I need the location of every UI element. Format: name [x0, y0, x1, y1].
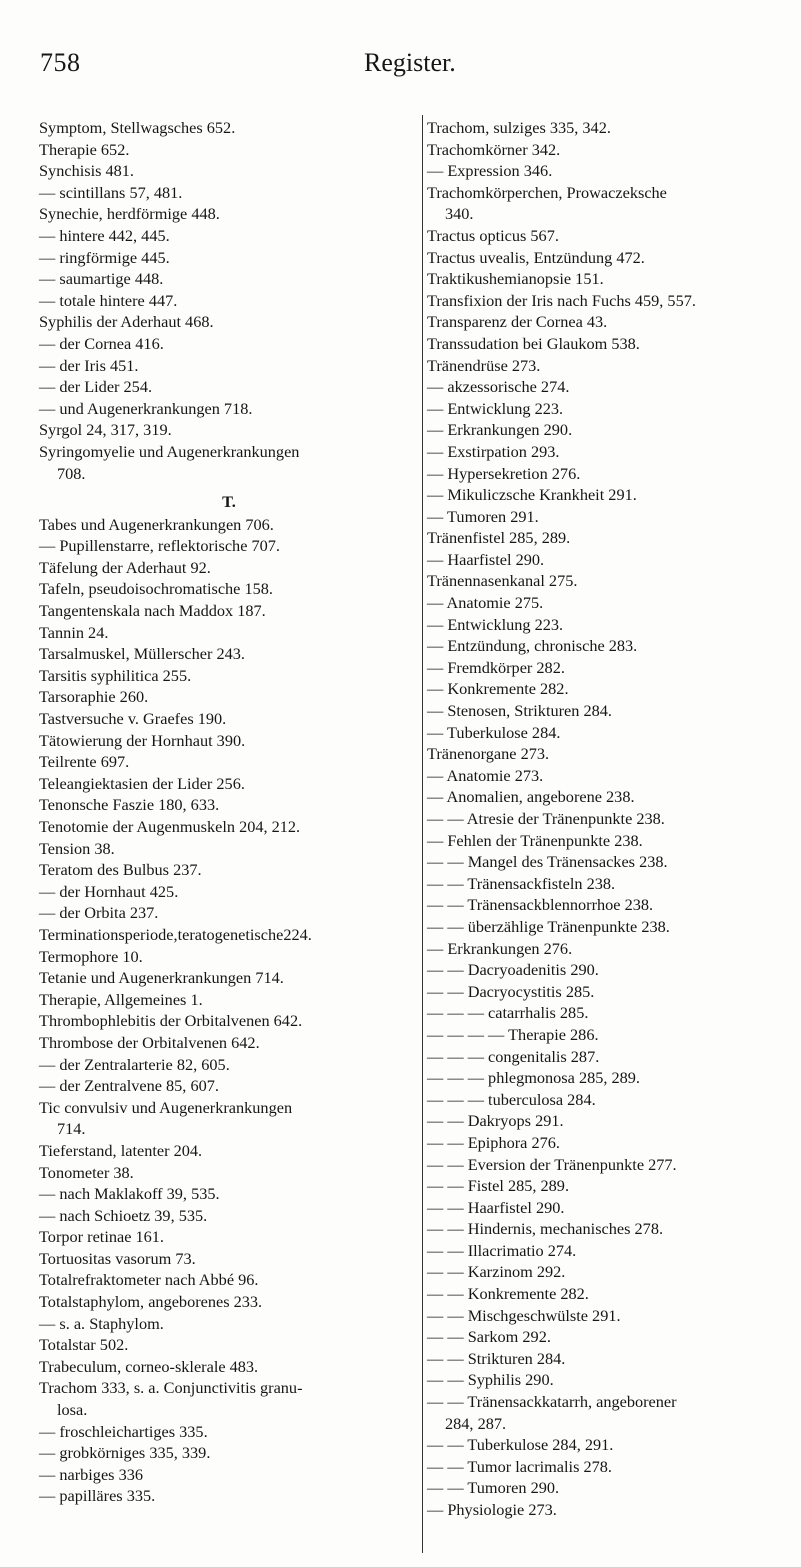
index-entry: Tortuositas vasorum 73. [39, 1248, 196, 1268]
page-number: 758 [40, 48, 81, 77]
index-entry: Torpor retinae 161. [39, 1227, 164, 1247]
index-entry: — Haarfistel 290. [427, 549, 545, 569]
index-entry: Tränendrüse 273. [427, 355, 541, 375]
index-entry: Tonometer 38. [39, 1162, 134, 1182]
index-entry: Syringomyelie und Augenerkrankungen [39, 441, 300, 461]
index-entry: Tränenfistel 285, 289. [427, 528, 571, 548]
index-entry: — Stenosen, Strikturen 284. [427, 701, 612, 721]
index-entry: — und Augenerkrankungen 718. [39, 398, 253, 418]
index-entry: Tetanie und Augenerkrankungen 714. [39, 968, 284, 988]
index-entry: — totale hintere 447. [39, 290, 178, 310]
index-entry: Therapie, Allgemeines 1. [39, 989, 203, 1009]
index-entry: — s. a. Staphylom. [39, 1313, 164, 1333]
index-entry: — Fremdkörper 282. [427, 657, 565, 677]
index-entry: — — Sarkom 292. [427, 1327, 551, 1347]
index-entry: Thrombose der Orbitalvenen 642. [39, 1032, 260, 1052]
index-entry: — — Tumor lacrimalis 278. [427, 1456, 612, 1476]
index-entry: — — Dacryocystitis 285. [427, 981, 595, 1001]
index-column-right [427, 117, 797, 1521]
index-entry: — — Konkremente 282. [427, 1284, 589, 1304]
index-entry: — — Mangel des Tränensackes 238. [427, 852, 668, 872]
index-entry: — Anomalien, angeborene 238. [427, 787, 635, 807]
index-entry: Teleangiektasien der Lider 256. [39, 773, 245, 793]
index-entry: — Erkrankungen 290. [427, 420, 573, 440]
index-entry: — — Eversion der Tränenpunkte 277. [427, 1154, 677, 1174]
index-entry: — Fehlen der Tränenpunkte 238. [427, 830, 643, 850]
index-entry: — narbiges 336 [39, 1464, 143, 1484]
page-header [0, 48, 801, 88]
index-entry: — — Atresie der Tränenpunkte 238. [427, 809, 665, 828]
index-entry: — nach Maklakoff 39, 535. [39, 1184, 220, 1204]
index-entry: Tenotomie der Augenmuskeln 204, 212. [39, 817, 301, 836]
index-entry: — — — — Therapie 286. [427, 1024, 599, 1044]
index-entry: Tränennasenkanal 275. [427, 571, 578, 591]
index-entry: Tastversuche v. Graefes 190. [39, 709, 227, 729]
index-entry: — hintere 442, 445. [39, 225, 170, 245]
index-entry: — — Dacryoadenitis 290. [427, 960, 599, 980]
index-entry: Syphilis der Aderhaut 468. [39, 312, 214, 332]
index-entry: — der Hornhaut 425. [39, 881, 179, 901]
index-entry: — Physiologie 273. [427, 1500, 557, 1519]
index-entry: — — Tuberkulose 284, 291. [427, 1435, 614, 1455]
index-entry: — — Fistel 285, 289. [427, 1176, 570, 1196]
index-entry: — — — phlegmonosa 285, 289. [427, 1068, 640, 1088]
index-entry: Tension 38. [39, 838, 115, 858]
index-entry: — Exstirpation 293. [427, 441, 560, 461]
index-entry: Tabes und Augenerkrankungen 706. [39, 514, 274, 534]
index-entry: Trachomkörperchen, Prowaczeksche [427, 182, 667, 202]
index-entry: Trabeculum, corneo-sklerale 483. [39, 1356, 259, 1376]
index-entry: — — Syphilis 290. [427, 1370, 554, 1390]
index-entry: — — Hindernis, mechanisches 278. [427, 1219, 664, 1239]
index-entry: Tränenorgane 273. [427, 744, 550, 764]
index-entry: — ringförmige 445. [39, 247, 170, 267]
index-entry: — — — tuberculosa 284. [427, 1089, 596, 1109]
index-entry: losa. [57, 1400, 88, 1420]
index-entry: — der Zentralvene 85, 607. [39, 1076, 219, 1096]
index-entry: Trachom 333, s. a. Conjunctivitis granu- [39, 1378, 303, 1398]
index-entry: Terminationsperiode,teratogenetische224. [39, 924, 312, 944]
index-entry: Täfelung der Aderhaut 92. [39, 557, 211, 577]
column-divider [422, 115, 423, 1553]
index-entry: Transparenz der Cornea 43. [427, 312, 608, 332]
index-entry: Tenonsche Faszie 180, 633. [39, 795, 220, 815]
index-entry: Traktikushemianopsie 151. [427, 269, 604, 289]
index-entry: Tractus opticus 567. [427, 225, 559, 245]
index-entry: Tätowierung der Hornhaut 390. [39, 730, 246, 750]
index-entry: — — Tumoren 290. [427, 1478, 560, 1498]
index-entry: — Anatomie 273. [427, 765, 544, 785]
index-entry: Totalrefraktometer nach Abbé 96. [39, 1270, 259, 1290]
index-entry: — Konkremente 282. [427, 679, 569, 699]
index-entry: — Expression 346. [427, 161, 553, 181]
index-entry: Tic convulsiv und Augenerkrankungen [39, 1097, 293, 1117]
index-entry: — — überzählige Tränenpunkte 238. [427, 916, 670, 936]
index-entry: — der Orbita 237. [39, 903, 159, 923]
index-entry: 714. [57, 1119, 86, 1139]
index-entry: Transsudation bei Glaukom 538. [427, 333, 640, 353]
index-entry: — — Illacrimatio 274. [427, 1240, 577, 1260]
index-entry: — Anatomie 275. [427, 593, 544, 613]
index-entry: — — — catarrhalis 285. [427, 1003, 589, 1023]
index-entry: — Erkrankungen 276. [427, 938, 573, 958]
index-entry: — Pupillenstarre, reflektorische 707. [39, 536, 280, 556]
index-entry: Tieferstand, latenter 204. [39, 1140, 203, 1160]
index-entry: Synechie, herdförmige 448. [39, 204, 220, 224]
index-entry: — Mikuliczsche Krankheit 291. [427, 485, 637, 505]
index-entry: Tafeln, pseudoisochromatische 158. [39, 579, 273, 599]
index-entry: — Entwicklung 223. [427, 614, 564, 634]
index-entry: Transfixion der Iris nach Fuchs 459, 557. [427, 290, 696, 310]
index-entry: Tarsalmuskel, Müllerscher 243. [39, 644, 245, 664]
index-entry: Synchisis 481. [39, 161, 134, 181]
index-entry: — — Tränensackkatarrh, angeborener [427, 1392, 677, 1412]
index-entry: Tangentenskala nach Maddox 187. [39, 601, 266, 621]
index-entry: — saumartige 448. [39, 269, 164, 289]
index-entry: Syrgol 24, 317, 319. [39, 420, 172, 440]
index-entry: — der Zentralarterie 82, 605. [39, 1054, 230, 1074]
index-entry: — Tumoren 291. [427, 506, 539, 526]
index-entry: — — Karzinom 292. [427, 1262, 566, 1282]
index-entry: — froschleichartiges 335. [39, 1421, 208, 1441]
index-entry: Trachomkörner 342. [427, 139, 561, 159]
index-column-left [39, 117, 419, 1507]
index-entry: Totalstar 502. [39, 1335, 129, 1355]
index-entry: — Entzündung, chronische 283. [427, 636, 638, 656]
index-entry: Tractus uvealis, Entzündung 472. [427, 247, 645, 267]
index-entry: Thrombophlebitis der Orbitalvenen 642. [39, 1011, 303, 1031]
index-entry: Teilrente 697. [39, 752, 130, 772]
index-entry: — — Strikturen 284. [427, 1348, 566, 1368]
index-entry: — — — congenitalis 287. [427, 1046, 600, 1066]
index-entry: — Hypersekretion 276. [427, 463, 581, 483]
index-entry: — — Dakryops 291. [427, 1111, 564, 1131]
index-entry: 284, 287. [445, 1413, 507, 1433]
index-entry: Tarsitis syphilitica 255. [39, 665, 192, 685]
index-entry: 340. [445, 204, 474, 224]
index-entry: Therapie 652. [39, 139, 130, 159]
index-entry: — — Mischgeschwülste 291. [427, 1305, 621, 1325]
index-entry: Totalstaphylom, angeborenes 233. [39, 1292, 263, 1312]
index-entry: Termophore 10. [39, 946, 143, 966]
index-entry: — der Cornea 416. [39, 333, 164, 353]
index-entry: — — Epiphora 276. [427, 1132, 560, 1152]
index-entry: — akzessorische 274. [427, 377, 570, 397]
running-title: Register. [364, 48, 456, 77]
index-entry: — — Tränensackblennorrhoe 238. [427, 895, 654, 915]
index-entry: Symptom, Stellwagsches 652. [39, 118, 236, 137]
index-entry: — papilläres 335. [39, 1486, 156, 1506]
index-entry: — nach Schioetz 39, 535. [39, 1205, 208, 1225]
index-entry: Tannin 24. [39, 622, 109, 642]
index-entry: — Entwicklung 223. [427, 398, 564, 418]
index-entry: — — Tränensackfisteln 238. [427, 873, 616, 893]
index-entry: — — Haarfistel 290. [427, 1197, 565, 1217]
index-entry: — der Iris 451. [39, 355, 139, 375]
index-entry: — grobkörniges 335, 339. [39, 1443, 211, 1463]
index-entry: — Tuberkulose 284. [427, 722, 561, 742]
index-entry: Trachom, sulziges 335, 342. [427, 118, 611, 137]
index-entry: — der Lider 254. [39, 377, 153, 397]
index-entry: — scintillans 57, 481. [39, 182, 183, 202]
index-entry: Teratom des Bulbus 237. [39, 860, 202, 880]
section-letter-heading: T. [222, 492, 236, 512]
index-entry: 708. [57, 463, 86, 483]
index-entry: Tarsoraphie 260. [39, 687, 149, 707]
